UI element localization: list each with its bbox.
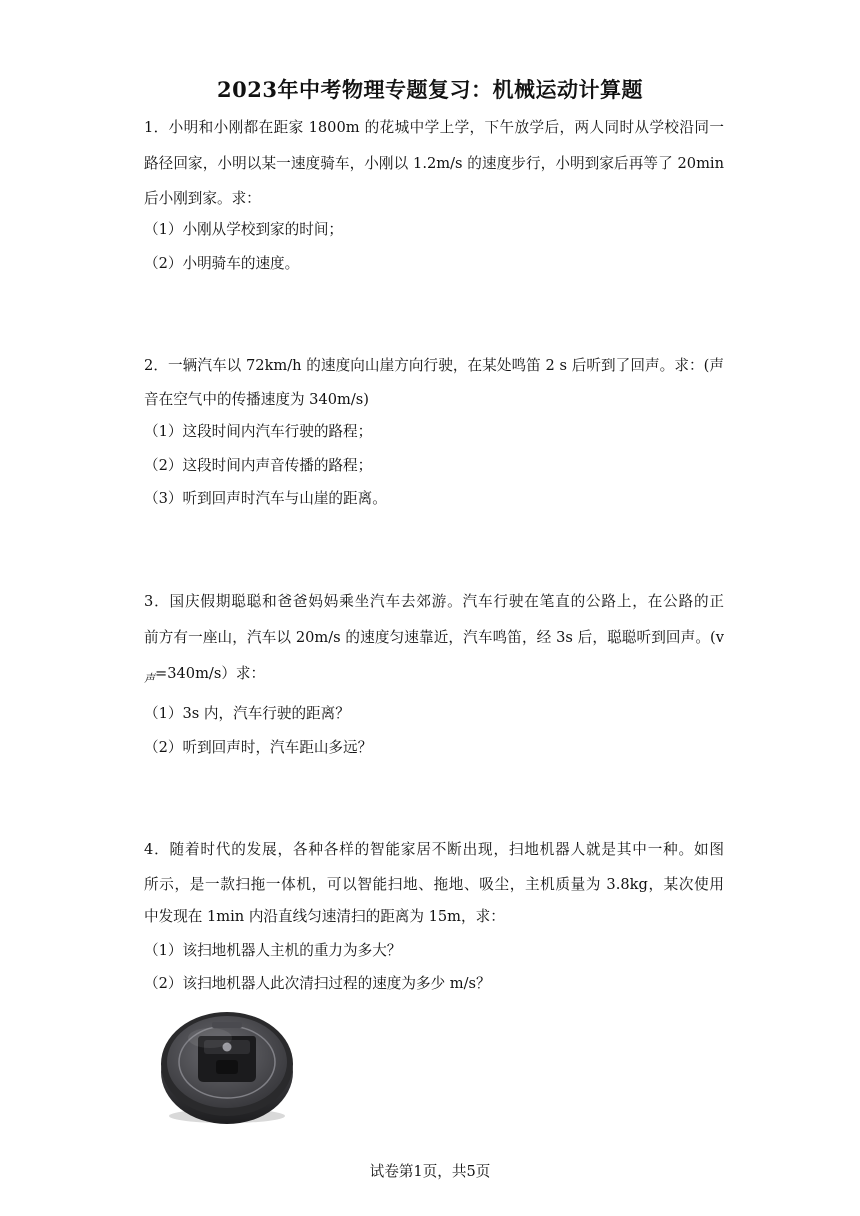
question-1-line-3: 后小刚到家。求：	[144, 190, 261, 207]
question-3-line-2: 前方有一座山，汽车以 20m/s 的速度匀速靠近，汽车鸣笛，经 3s 后，聪聪听到回声。(v	[144, 629, 724, 646]
question-4-line-3: 中发现在 1min 内沿直线匀速清扫的距离为 15m，求：	[144, 908, 505, 925]
sound-speed-value: =340m/s）求：	[155, 665, 266, 682]
question-4-line-2: 所示，是一款扫拖一体机，可以智能扫地、拖地、吸尘，主机质量为 3.8kg，某次使用	[144, 876, 724, 893]
question-4-part-1: （1）该扫地机器人主机的重力为多大？	[144, 942, 402, 959]
question-1-part-1: （1）小刚从学校到家的时间；	[144, 221, 344, 238]
question-1-line-2: 路径回家，小明以某一速度骑车，小刚以 1.2m/s 的速度步行，小明到家后再等了 20min	[144, 155, 724, 172]
question-3-part-2: （2）听到回声时，汽车距山多远？	[144, 739, 373, 756]
question-2-line-1: 2．一辆汽车以 72km/h 的速度向山崖方向行驶，在某处鸣笛 2 s 后听到了回声。求：(声	[144, 357, 724, 374]
page-title: 2023年中考物理专题复习：机械运动计算题	[217, 77, 643, 102]
question-3-line-3	[144, 664, 265, 685]
question-2-part-2: （2）这段时间内声音传播的路程；	[144, 457, 373, 474]
page-footer: 试卷第1页，共5页	[369, 1163, 491, 1180]
question-2-part-1: （1）这段时间内汽车行驶的路程；	[144, 423, 373, 440]
question-1-part-2: （2）小明骑车的速度。	[144, 255, 300, 272]
robot-vacuum-image	[156, 998, 298, 1126]
question-2-line-2: 音在空气中的传播速度为 340m/s)	[144, 391, 369, 408]
question-1-line-1: 1．小明和小刚都在距家 1800m 的花城中学上学，下午放学后，两人同时从学校沿同一	[144, 119, 724, 136]
robot-vacuum-icon	[156, 998, 298, 1126]
question-4-part-2: （2）该扫地机器人此次清扫过程的速度为多少 m/s？	[144, 975, 491, 992]
question-4-line-1: 4．随着时代的发展，各种各样的智能家居不断出现，扫地机器人就是其中一种。如图	[144, 841, 724, 858]
sound-speed-subscript: 声	[144, 672, 155, 685]
question-2-part-3: （3）听到回声时汽车与山崖的距离。	[144, 490, 387, 507]
question-3-line-1: 3．国庆假期聪聪和爸爸妈妈乘坐汽车去郊游。汽车行驶在笔直的公路上，在公路的正	[144, 593, 724, 610]
question-3-part-1: （1）3s 内，汽车行驶的距离？	[144, 705, 350, 722]
